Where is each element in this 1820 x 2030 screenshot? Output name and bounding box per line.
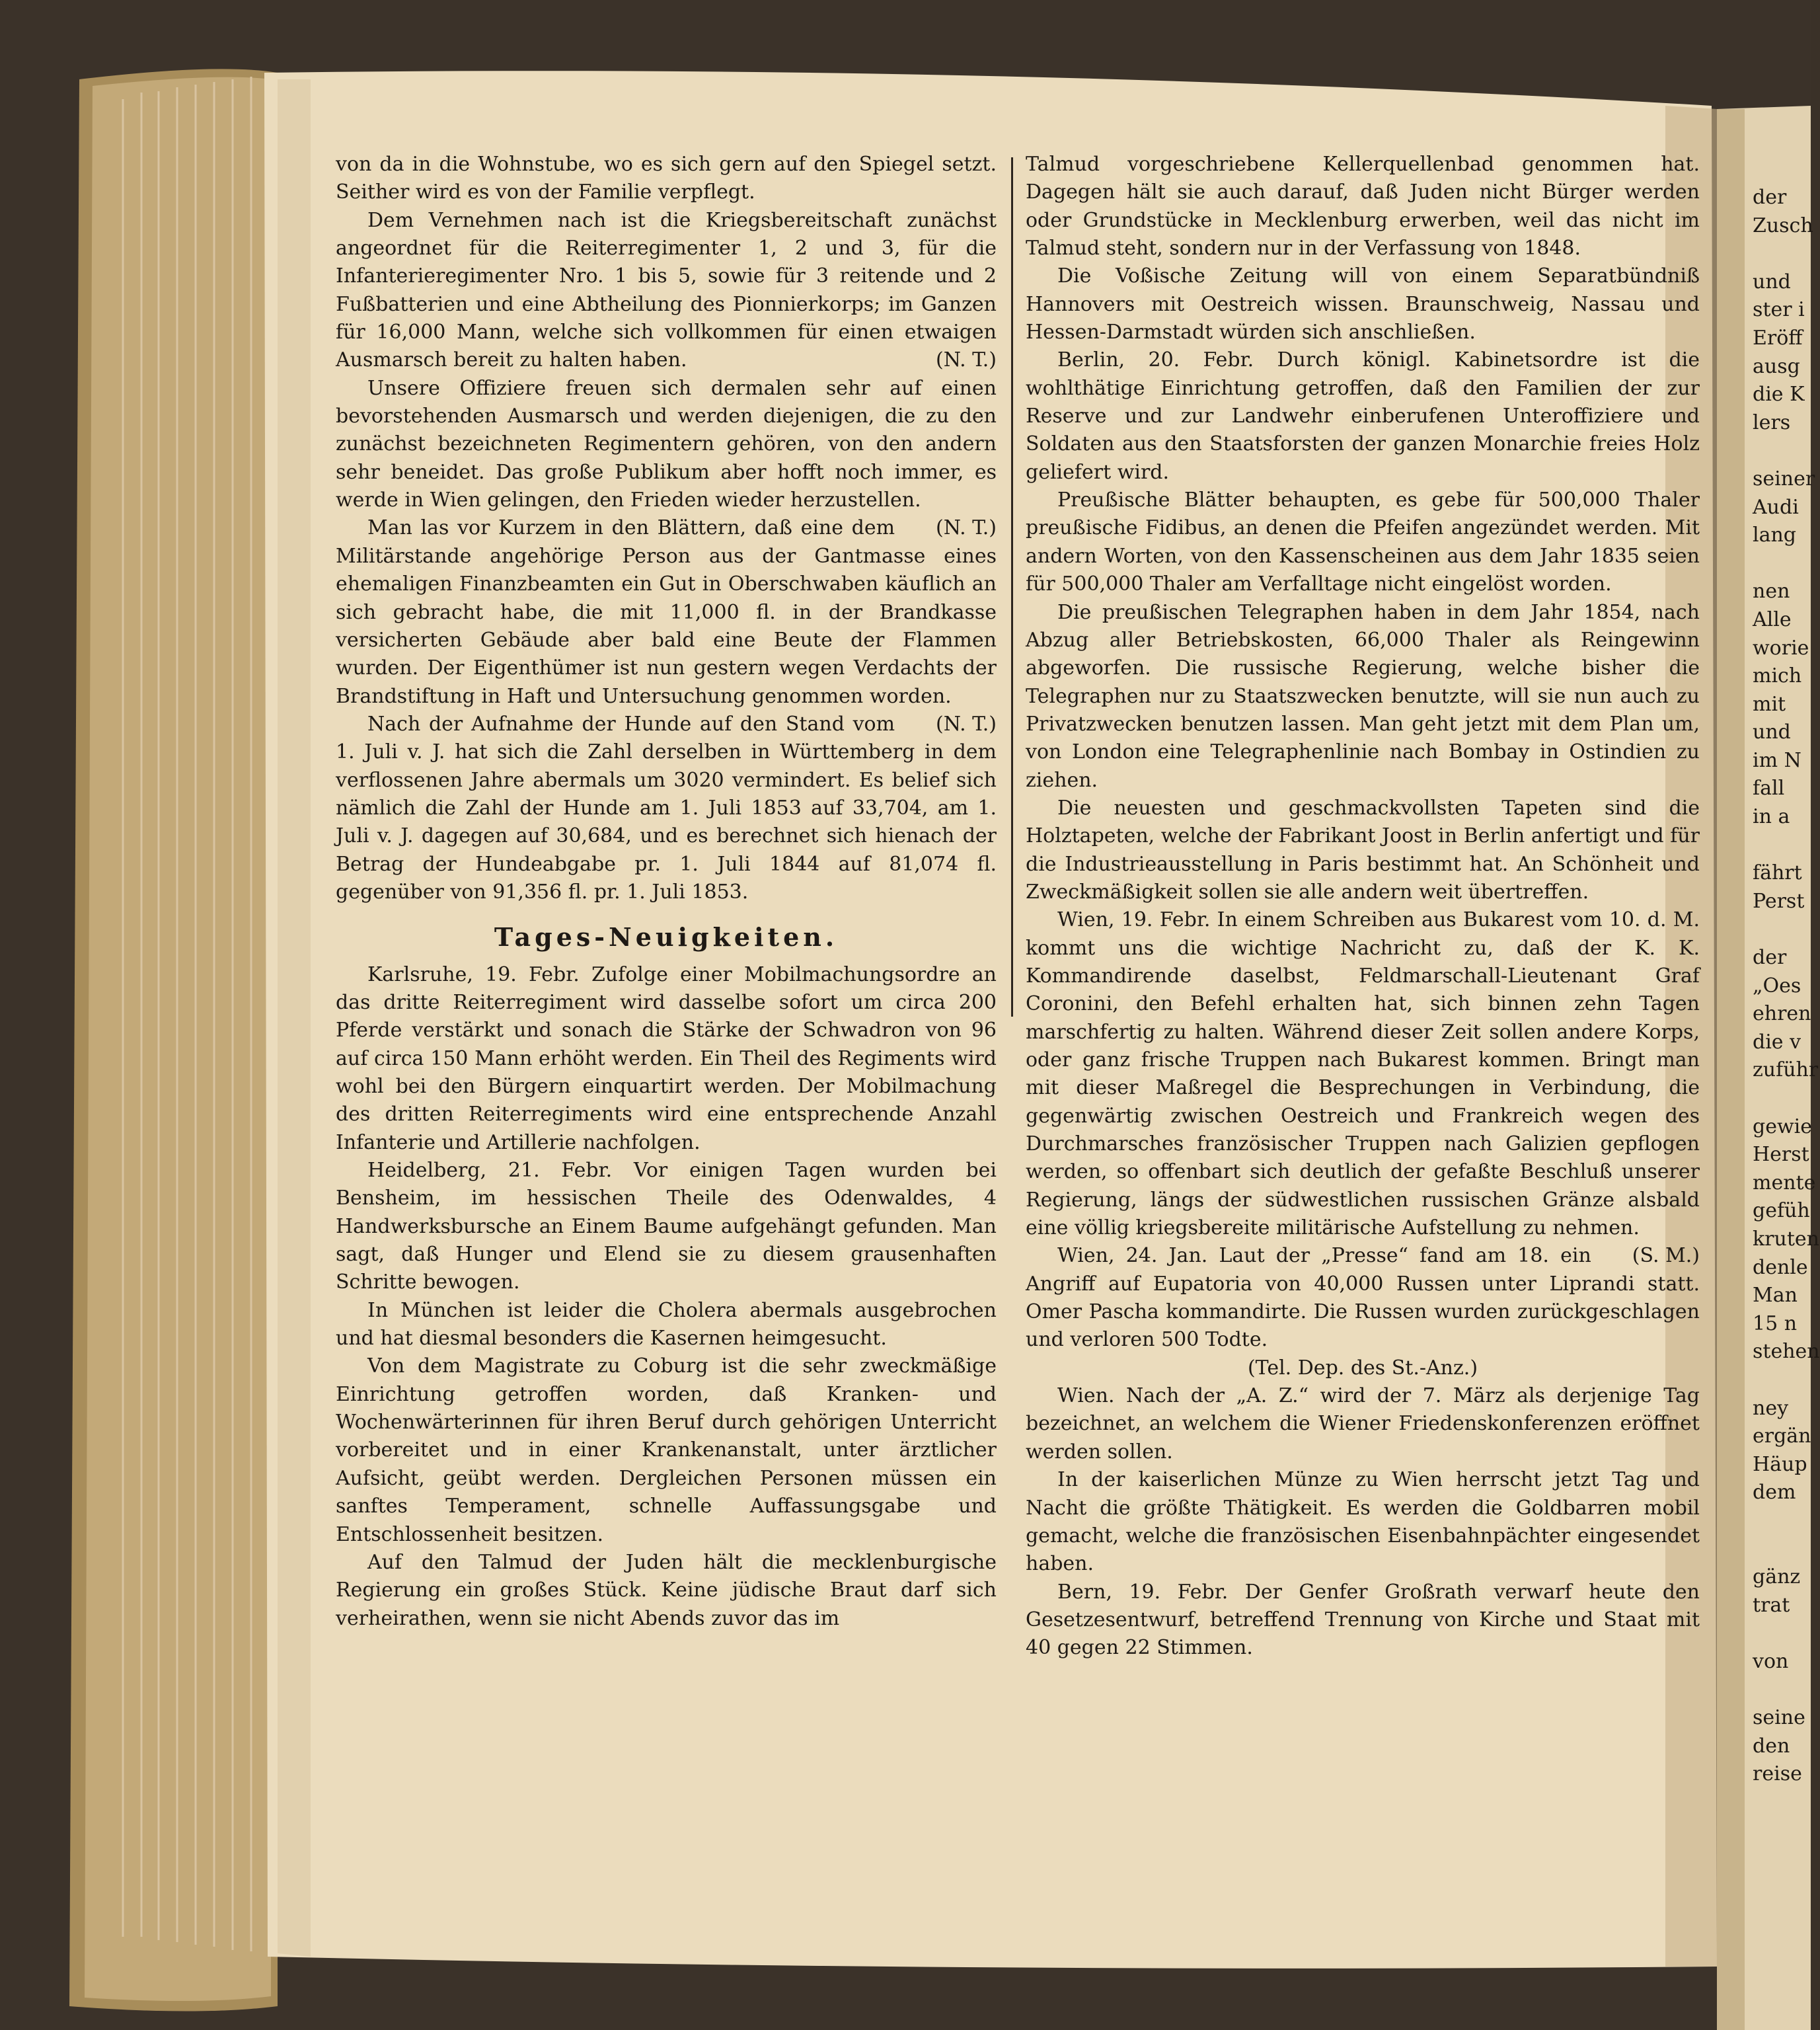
next-page-fragment (1753, 1676, 1811, 1704)
next-page-fragment: kruten (1753, 1227, 1819, 1251)
next-page-fragment: Perst (1753, 889, 1805, 913)
source-citation: (S. M.) (1632, 1244, 1700, 1268)
next-page-fragment: gefüh (1753, 1199, 1810, 1223)
next-page-fragment: Häup (1753, 1452, 1807, 1476)
next-page-fragment: mente (1753, 1171, 1816, 1194)
next-page-fragment: von (1753, 1649, 1789, 1673)
next-page-fragment: fall (1753, 777, 1785, 800)
next-page-fragment: mich (1753, 664, 1802, 688)
news-item: Preußische Blätter behaupten, es gebe für 500,000 Thaler preußische Fidibus, an denen die Pfeifen angezündet werden. Mit andern Worten, von den Kassenscheinen aus dem Jahr 1835 seien für 500,000 Thaler am Verfalltage nicht eingelöst worden. (1026, 488, 1700, 596)
news-item: Bern, 19. Febr. Der Genfer Großrath verwarf heute den Gesetzesentwurf, betreffend Trennung von Kirche und Staat mit 40 gegen 22 Stimmen. (1026, 1580, 1700, 1660)
next-page-fragment: Man (1753, 1284, 1798, 1308)
next-page-fragment: ster i (1753, 298, 1805, 322)
next-page-fragment: ausg (1753, 354, 1800, 378)
next-page-fragment (1753, 240, 1811, 268)
source-citation: (N. T.) (936, 712, 997, 736)
next-page-fragment: dem (1753, 1481, 1796, 1504)
next-page-fragment: Audi (1753, 495, 1799, 519)
next-page-fragment: gewie (1753, 1114, 1812, 1138)
next-page-fragment: zuführ (1753, 1058, 1819, 1082)
section-heading: Tages-Neuigkeiten. (494, 922, 839, 953)
next-page-fragment: Herst (1753, 1143, 1809, 1167)
next-page-fragment (1753, 1366, 1811, 1395)
paragraph: Die Voßische Zeitung will von einem Separatbündniß Hannovers mit Oestreich wissen. Braunschweig, Nassau und Hessen-Darmstadt würden sich anschließen. (1026, 264, 1700, 344)
next-page-fragment: lang (1753, 524, 1797, 547)
next-page-fragment: ergän (1753, 1425, 1811, 1448)
next-page-fragment: der (1753, 946, 1787, 970)
paragraph: Talmud vorgeschriebene Kellerquellenbad genommen hat. Dagegen hält sie auch darauf, daß Juden nicht Bürger werden oder Grundstücke in Mecklenburg erwerben, weil das nicht im Talmud steht, sondern nur in der Verfassung von 1848. (1026, 153, 1700, 260)
next-page-fragment: fährt (1753, 861, 1802, 885)
news-item: Von dem Magistrate zu Coburg ist die sehr zweckmäßige Einrichtung getroffen worden, daß Kranken- und Wochenwärterinnen für ihren Beruf durch gehörigen Unterricht vorbereitet und in einer Krankenanstalt, unter ärztlicher Aufsicht, geübt werden. Dergleichen Personen müssen ein sanftes Temperament, schnelle Auffassungsgabe und Entschlossenheit besitzen. (336, 1354, 997, 1546)
next-page-fragment: die v (1753, 1030, 1801, 1054)
source-citation: (N. T.) (936, 348, 997, 372)
next-page-fragment: Alle (1753, 607, 1792, 631)
news-item: Die neuesten und geschmackvollsten Tapeten sind die Holztapeten, welche der Fabrikant Joost in Berlin anfertigt und für die Industrieausstellung in Paris bestimmt hat. An Schönheit und Zweckmäßigkeit sollen sie alle andern weit übertreffen. (1026, 796, 1700, 904)
next-page-fragment (1753, 550, 1811, 578)
next-page-fragment: ney (1753, 1396, 1789, 1420)
next-page-fragment: und (1753, 270, 1791, 293)
paragraph-text: Wien, 19. Febr. In einem Schreiben aus Bukarest vom 10. d. M. kommt uns die wichtige Nachricht zu, daß der K. K. Kommandirende daselbst, Feldmarschall-Lieutenant Graf Coronini, den Befehl erhalten hat, sich binnen zehn Tagen marschfertig zu halten. Während dieser Zeit sollen andere Korps, oder ganz frische Truppen nach Bukarest kommen. Bringt man mit dieser Maßregel die Besprechungen in Verbindung, die gegenwärtig zwischen Oestreich und Frankreich wegen des Durchmarsches französischer Truppen nach Galizien gepflogen werden, so offenbart sich deutlich der gefaßte Beschluß unserer Regierung, längs der südwestlichen russischen Gränze alsbald eine völlig kriegsbereite militärische Aufstellung zu nehmen. (1026, 908, 1700, 1240)
paragraph-text: Man las vor Kurzem in den Blättern, daß eine dem Militärstande angehörige Person aus der Gantmasse eines ehemaligen Finanzbeamten ein Gut in Oberschwaben käuflich an sich gebracht habe, die mit 11,000 fl. in der Brandkasse versicherten Gebäude aber bald eine Beute der Flammen wurden. Der Eigenthümer ist nun gestern wegen Verdachts der Brandstiftung in Haft und Untersuchung genommen worden. (336, 516, 997, 708)
next-page-fragment: nen (1753, 580, 1790, 604)
next-page-fragment: Eröff (1753, 326, 1803, 350)
next-page-fragment: Zusch (1753, 214, 1813, 237)
news-item: Auf den Talmud der Juden hält die mecklenburgische Regierung ein großes Stück. Keine jüdische Braut darf sich verheirathen, wenn sie nicht Abends zuvor das im (336, 1550, 997, 1630)
next-page-fragment: reise (1753, 1762, 1802, 1786)
next-page-fragment: lers (1753, 410, 1791, 434)
next-page-fragment: gänz (1753, 1565, 1801, 1589)
next-page-partial-column (1753, 184, 1820, 1876)
next-page-fragment: 15 n (1753, 1311, 1798, 1335)
next-page-fragment: worie (1753, 636, 1809, 660)
next-page-fragment (1753, 916, 1811, 944)
paragraph (336, 375, 997, 540)
next-page-fragment: die K (1753, 383, 1805, 407)
next-page-fragment: trat (1753, 1593, 1790, 1617)
paragraph (336, 207, 997, 375)
news-item: In München ist leider die Cholera abermals ausgebrochen und hat diesmal besonders die Kasernen heimgesucht. (336, 1298, 997, 1350)
paragraph: Nach der Aufnahme der Hunde auf den Stand vom 1. Juli v. J. hat sich die Zahl derselben in Württemberg in dem verflossenen Jahre abermals um 3020 vermindert. Es belief sich nämlich die Zahl der Hunde am 1. Juli 1853 auf 33,704, am 1. Juli v. J. dagegen auf 30,684, und es berechnet sich hienach der Betrag der Hundeabgabe pr. 1. Juli 1844 auf 81,074 fl. gegenüber von 91,356 fl. pr. 1. Juli 1853. (336, 712, 997, 904)
news-item: Wien, 24. Jan. Laut der „Presse“ fand am 18. ein Angriff auf Eupatoria von 40,000 Russen unter Liprandi statt. Omer Pascha kommandirte. Die Russen wurden zurückgeschlagen und verloren 500 Todte. (1026, 1244, 1700, 1352)
news-item: Die preußischen Telegraphen haben in dem Jahr 1854, nach Abzug aller Betriebskosten, 66,000 Thaler als Reingewinn abgeworfen. Die russische Regierung, welche bisher die Telegraphen nur zu Staatszwecken benutzte, will sie nun auch zu Privatzwecken benutzen lassen. Man geht jetzt mit dem Plan um, von London eine Telegraphenlinie nach Bombay in Ostindien zu ziehen. (1026, 600, 1700, 792)
next-page-fragment (1753, 832, 1811, 860)
source-citation: (N. T.) (936, 516, 997, 540)
source-citation-line: (Tel. Dep. des St.-Anz.) (1247, 1356, 1478, 1380)
next-page-fragment: der (1753, 186, 1787, 209)
next-page-fragment: seine (1753, 1706, 1805, 1730)
left-column (336, 151, 997, 2008)
right-column (1026, 151, 1700, 2008)
next-page-fragment: in a (1753, 805, 1790, 829)
next-page-fragment: im N (1753, 748, 1801, 772)
column-divider (1011, 157, 1013, 1017)
next-page-fragment: ehren (1753, 1002, 1811, 1026)
news-item: In der kaiserlichen Münze zu Wien herrscht jetzt Tag und Nacht die größte Thätigkeit. Es werden die Goldbarren mobil gemacht, welche die französischen Eisenbahnpächter eingesendet haben. (1026, 1468, 1700, 1576)
paragraph-text: Unsere Offiziere freuen sich dermalen sehr auf einen bevorstehenden Ausmarsch und werden diejenigen, die zu den zunächst bezeichneten Regimentern gehören, von den andern sehr beneidet. Das große Publikum aber hofft noch immer, es werde in Wien gelingen, den Frieden wieder herzustellen. (336, 376, 997, 512)
next-page-fragment: denle (1753, 1255, 1808, 1279)
paragraph-text: Dem Vernehmen nach ist die Kriegsbereitschaft zunächst angeordnet für die Reiterregimenter 1, 2 und 3, für die Infanterieregimenter Nro. 1 bis 5, sowie für 3 reitende und 2 Fußbatterien und eine Abtheilung des Pionnierkorps; im Ganzen für 16,000 Mann, welche sich vollkommen für einen etwaigen Ausmarsch bereit zu halten haben. (336, 208, 997, 372)
paragraph (336, 514, 997, 736)
news-item: Berlin, 20. Febr. Durch königl. Kabinetsordre ist die wohlthätige Einrichtung getroffen, daß den Familien der zur Reserve und zur Landwehr einberufenen Unteroffiziere und Soldaten aus den Staatsforsten der ganzen Monarchie freies Holz geliefert wird. (1026, 348, 1700, 484)
next-page-fragment: und (1753, 721, 1791, 744)
paragraph: von da in die Wohnstube, wo es sich gern auf den Spiegel setzt. Seither wird es von der Familie verpflegt. (336, 153, 997, 204)
next-page-fragment (1753, 437, 1811, 465)
news-item: Heidelberg, 21. Febr. Vor einigen Tagen wurden bei Bensheim, im hessischen Theile des Odenwaldes, 4 Handwerksbursche an Einem Baume aufgehängt gefunden. Man sagt, daß Hunger und Elend sie zu diesem grausenhaften Schritte bewogen. (336, 1159, 997, 1294)
next-page-fragment: den (1753, 1734, 1790, 1758)
next-page-fragment (1753, 1536, 1811, 1564)
next-page-fragment: „Oes (1753, 974, 1801, 997)
next-page-fragment: seiner (1753, 467, 1815, 490)
news-item: Karlsruhe, 19. Febr. Zufolge einer Mobilmachungsordre an das dritte Reiterregiment wird dasselbe sofort um circa 200 Pferde verstärkt und sonach die Stärke der Schwadron von 96 auf circa 150 Mann erhöht werden. Ein Theil des Regiments wird wohl bei den Bürgern einquartirt werden. Der Mobilmachung des dritten Reiterregiments wird eine entsprechende Anzahl Infanterie und Artillerie nachfolgen. (336, 962, 997, 1154)
next-page-fragment: mit (1753, 692, 1786, 716)
next-page-fragment (1753, 1620, 1811, 1648)
next-page-fragment (1753, 1507, 1811, 1536)
next-page-fragment (1753, 1085, 1811, 1113)
news-item: Wien. Nach der „A. Z.“ wird der 7. März als derjenige Tag bezeichnet, an welchem die Wiener Friedenskonferenzen eröffnet werden sollen. (1026, 1384, 1700, 1464)
next-page-fragment: stehen (1753, 1340, 1820, 1364)
news-item (1026, 906, 1700, 1268)
